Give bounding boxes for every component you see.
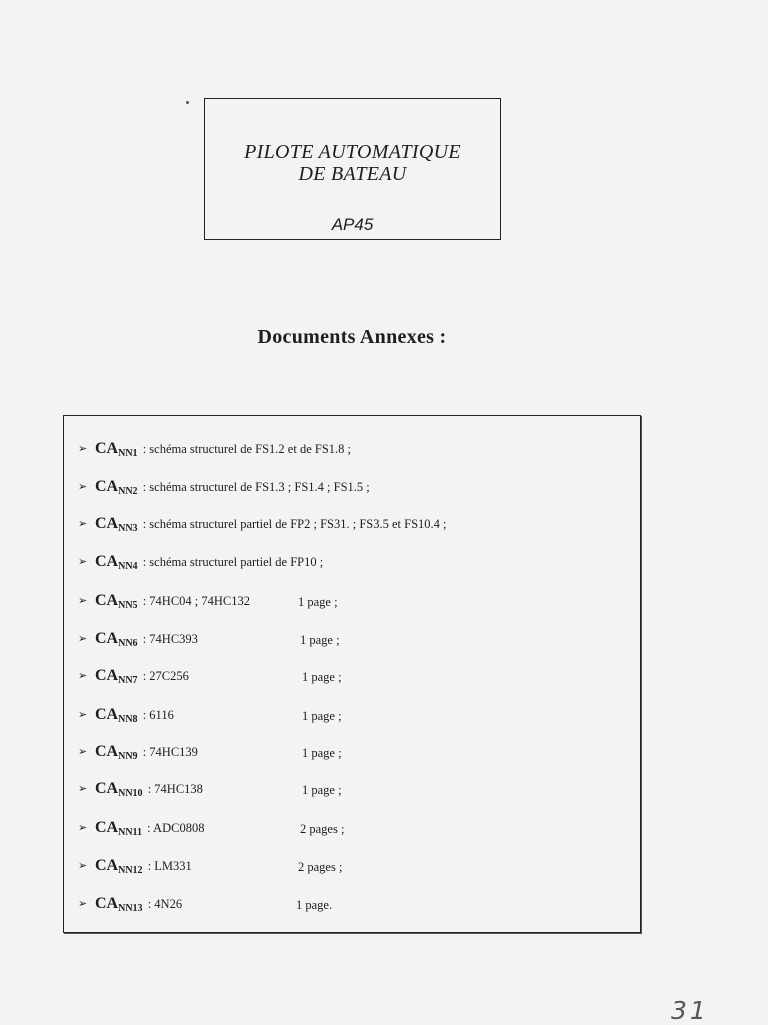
annex-item <box>78 857 343 881</box>
annex-item <box>78 440 351 464</box>
annex-description: : schéma structurel de FS1.3 ; FS1.4 ; FS1.5 ; <box>139 480 370 494</box>
annex-item <box>78 895 333 919</box>
annex-description: : 74HC04 ; 74HC132 <box>139 594 250 608</box>
annex-code: $CA_{NN5}$ <box>95 592 138 611</box>
page-number: 31 <box>671 996 709 1025</box>
arrow-right-icon: ➢ <box>78 898 88 910</box>
annex-code: $CA_{NN6}$ <box>95 630 138 649</box>
annex-code: $CA_{NN8}$ <box>95 706 138 725</box>
annex-page-count: 1 page ; <box>302 670 342 684</box>
arrow-right-icon: ➢ <box>78 556 88 568</box>
annex-code: $CA_{NN11}$ <box>95 819 143 838</box>
annex-page-count: 1 page ; <box>302 709 342 723</box>
annex-description: : 74HC393 <box>139 632 198 646</box>
title-box <box>204 98 501 240</box>
annex-page-count: 1 page ; <box>302 746 342 760</box>
annex-item <box>78 478 370 502</box>
arrow-right-icon: ➢ <box>78 481 88 493</box>
annex-item <box>78 630 340 654</box>
arrow-right-icon: ➢ <box>78 670 88 682</box>
annex-item <box>78 553 323 577</box>
annex-code: $CA_{NN3}$ <box>95 515 138 534</box>
annex-description: : 6116 <box>139 708 174 722</box>
arrow-right-icon: ➢ <box>78 860 88 872</box>
arrow-right-icon: ➢ <box>78 783 88 795</box>
arrow-right-icon: ➢ <box>78 633 88 645</box>
scan-speck <box>186 101 189 104</box>
annex-code: $CA_{NN4}$ <box>95 553 138 572</box>
annex-item <box>78 819 345 843</box>
annex-list <box>63 415 641 933</box>
annex-description: : 4N26 <box>144 897 183 911</box>
annex-code: $CA_{NN7}$ <box>95 667 138 686</box>
annex-page-count: 2 pages ; <box>300 822 345 836</box>
annex-item <box>78 592 338 616</box>
annex-description: : 74HC138 <box>144 782 203 796</box>
annex-description: : schéma structurel partiel de FP10 ; <box>139 555 324 569</box>
annex-description: : schéma structurel partiel de FP2 ; FS31. ; FS3.5 et FS10.4 ; <box>139 517 447 531</box>
model-number: AP45 <box>331 215 374 234</box>
document-title-line1: PILOTE AUTOMATIQUE <box>244 141 461 163</box>
annex-code: $CA_{NN9}$ <box>95 743 138 762</box>
annex-description: : ADC0808 <box>144 821 205 835</box>
annex-item <box>78 743 342 767</box>
section-heading: Documents Annexes : <box>257 326 447 348</box>
annex-item <box>78 515 447 539</box>
document-title-line2: DE BATEAU <box>298 163 407 185</box>
annex-page-count: 1 page ; <box>302 783 342 797</box>
annex-page-count: 1 page ; <box>298 595 338 609</box>
annex-page-count: 1 page. <box>296 898 333 912</box>
annex-item <box>78 667 342 691</box>
annex-code: $CA_{NN12}$ <box>95 857 143 876</box>
annex-code: $CA_{NN2}$ <box>95 478 138 497</box>
arrow-right-icon: ➢ <box>78 443 88 455</box>
annex-item <box>78 780 342 804</box>
annex-page-count: 1 page ; <box>300 633 340 647</box>
arrow-right-icon: ➢ <box>78 595 88 607</box>
annex-code: $CA_{NN13}$ <box>95 895 143 914</box>
arrow-right-icon: ➢ <box>78 518 88 530</box>
annex-item <box>78 706 342 730</box>
annex-page-count: 2 pages ; <box>298 860 343 874</box>
annex-code: $CA_{NN1}$ <box>95 440 138 459</box>
annex-description: : 27C256 <box>139 669 189 683</box>
arrow-right-icon: ➢ <box>78 746 88 758</box>
annex-description: : 74HC139 <box>139 745 198 759</box>
arrow-right-icon: ➢ <box>78 822 88 834</box>
arrow-right-icon: ➢ <box>78 709 88 721</box>
annex-code: $CA_{NN10}$ <box>95 780 143 799</box>
annex-description: : LM331 <box>144 859 192 873</box>
annex-description: : schéma structurel de FS1.2 et de FS1.8 ; <box>139 442 351 456</box>
